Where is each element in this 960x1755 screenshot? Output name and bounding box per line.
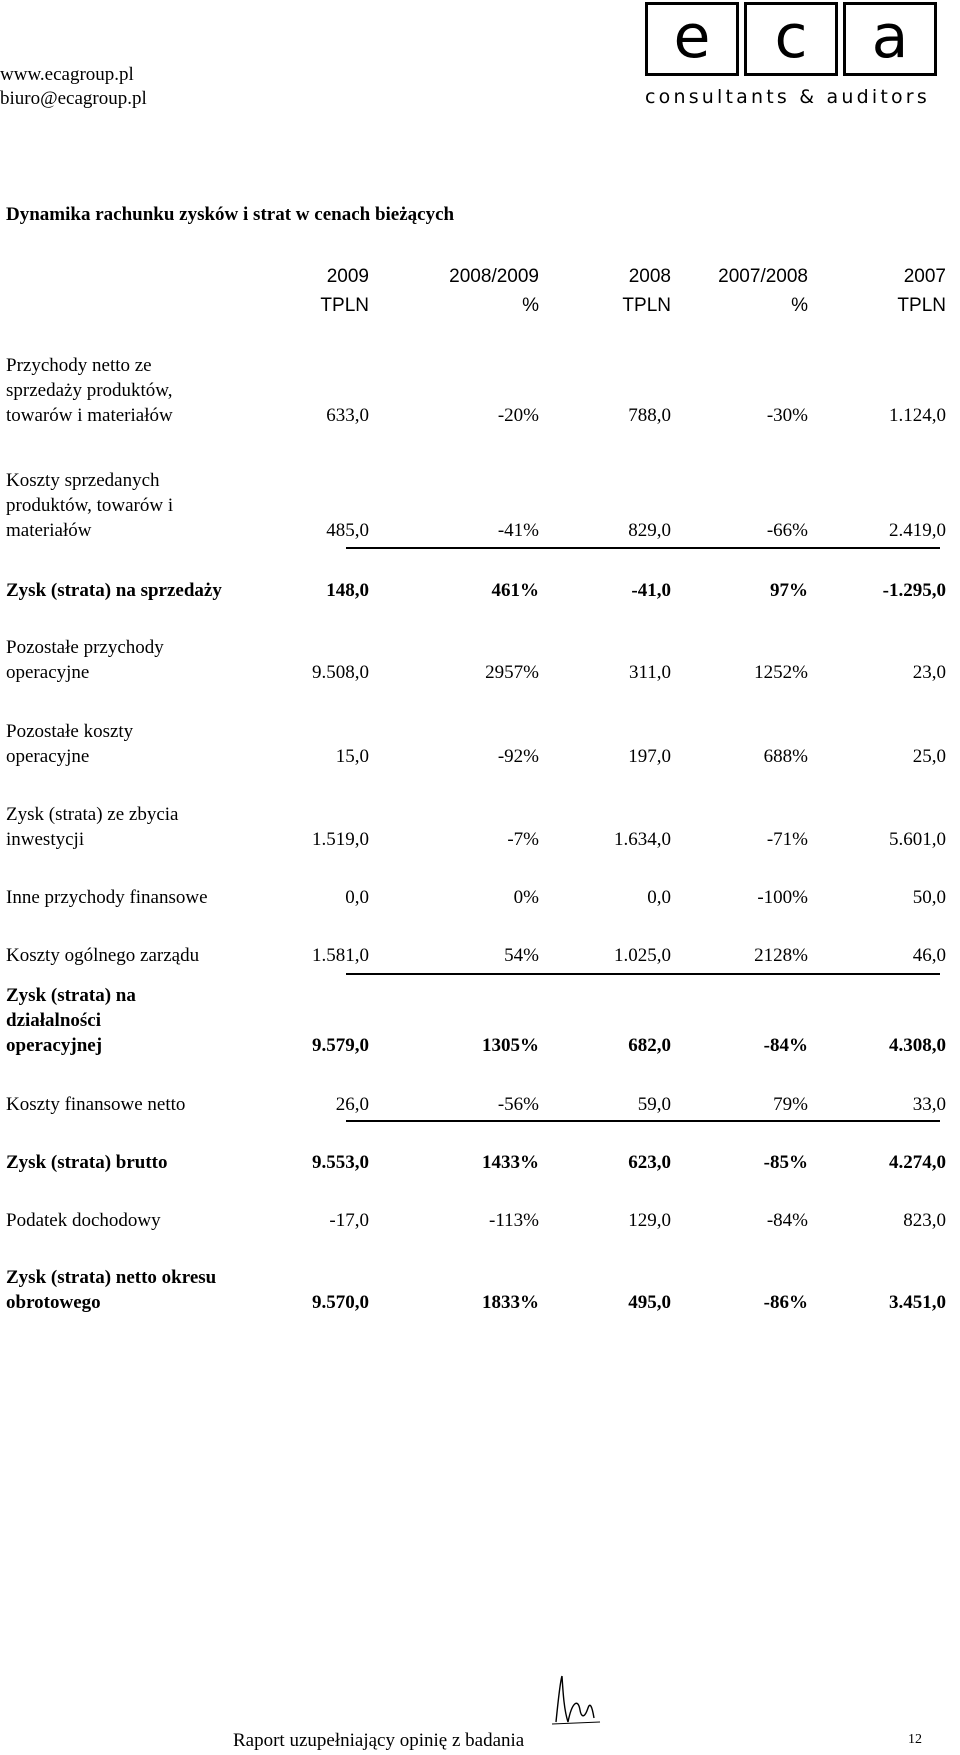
column-unit: TPLN: [320, 295, 369, 316]
logo-letter-a: a: [843, 2, 937, 76]
row-value: 495,0: [628, 1292, 671, 1313]
table-row: [6, 1153, 946, 1233]
logo-letter-e: e: [645, 2, 739, 76]
column-unit: TPLN: [622, 295, 671, 316]
row-value: -85%: [763, 1152, 808, 1173]
row-value: 0%: [513, 887, 539, 908]
row-value: 2957%: [485, 662, 539, 683]
row-label: Koszty ogólnego zarządu: [6, 945, 200, 966]
row-value: 26,0: [335, 1094, 369, 1115]
row-value: 633,0: [326, 405, 369, 426]
row-value: -56%: [497, 1094, 539, 1115]
row-value: 33,0: [912, 1094, 946, 1115]
column-year: 2007/2008: [718, 266, 808, 287]
row-label: Zysk (strata) brutto: [6, 1152, 168, 1173]
row-value: 1252%: [754, 662, 808, 683]
row-value: 461%: [491, 580, 539, 601]
table-row: [6, 348, 946, 428]
row-value: -1.295,0: [882, 580, 946, 601]
row-value: 1.634,0: [614, 829, 671, 850]
row-value: 50,0: [912, 887, 946, 908]
row-label: Przychody netto ze sprzedaży produktów, towarów i materiałów: [6, 355, 173, 426]
row-value: 9.508,0: [312, 662, 369, 683]
row-value: -20%: [497, 405, 539, 426]
row-value: 2.419,0: [889, 520, 946, 541]
eca-logo: [645, 0, 945, 112]
column-header: [511, 262, 671, 320]
email-link[interactable]: biuro@ecagroup.pl: [0, 88, 147, 109]
row-value: 1.519,0: [312, 829, 369, 850]
row-label: Inne przychody finansowe: [6, 887, 208, 908]
column-unit: %: [791, 295, 808, 316]
column-year: 2007: [903, 266, 946, 287]
row-label: Zysk (strata) na działalności operacyjnej: [6, 985, 136, 1056]
report-title: Raport uzupełniający opinię z badania: [233, 1730, 525, 1751]
row-value: 1433%: [482, 1152, 539, 1173]
row-label: Pozostałe koszty operacyjne: [6, 721, 134, 767]
column-unit: %: [522, 295, 539, 316]
logo-letter-c: c: [744, 2, 838, 76]
page-number: 12: [908, 1732, 922, 1747]
row-value: 2128%: [754, 945, 808, 966]
row-label: Zysk (strata) na sprzedaży: [6, 580, 222, 601]
row-value: -41,0: [631, 580, 671, 601]
row-value: 1.581,0: [312, 945, 369, 966]
row-value: 1305%: [482, 1035, 539, 1056]
column-header: [209, 262, 369, 320]
row-value: 129,0: [628, 1210, 671, 1231]
row-value: -17,0: [329, 1210, 369, 1231]
row-value: 54%: [504, 945, 539, 966]
row-value: 311,0: [628, 662, 671, 683]
row-value: 623,0: [628, 1152, 671, 1173]
row-label: Pozostałe przychody operacyjne: [6, 637, 164, 683]
row-label: Koszty sprzedanych produktów, towarów i materiałów: [6, 470, 174, 541]
row-value: 1.124,0: [889, 405, 946, 426]
row-value: 4.274,0: [889, 1152, 946, 1173]
header-contact: [0, 63, 147, 111]
row-label: Zysk (strata) netto okresu obrotowego: [6, 1267, 217, 1313]
row-value: -92%: [497, 746, 539, 767]
row-value: -84%: [763, 1035, 808, 1056]
column-header: [648, 262, 808, 320]
row-value: 4.308,0: [889, 1035, 946, 1056]
row-value: -41%: [497, 520, 539, 541]
page-title: Dynamika rachunku zysków i strat w cenach bieżących: [6, 204, 455, 225]
column-year: 2008: [628, 266, 671, 287]
table-row: [6, 888, 946, 968]
column-year: 2009: [326, 266, 369, 287]
row-value: -100%: [757, 887, 808, 908]
row-value: 9.579,0: [312, 1035, 369, 1056]
table-row: [6, 689, 946, 769]
row-value: -30%: [766, 405, 808, 426]
row-value: 197,0: [628, 746, 671, 767]
row-value: -7%: [507, 829, 539, 850]
row-value: 79%: [773, 1094, 808, 1115]
row-label: Podatek dochodowy: [6, 1210, 161, 1231]
row-value: -86%: [763, 1292, 808, 1313]
logo-tagline: consultants & auditors: [645, 86, 930, 108]
row-value: 0,0: [345, 887, 369, 908]
row-value: 46,0: [912, 945, 946, 966]
table-row: [6, 605, 946, 685]
table-row: [6, 523, 946, 603]
website-link[interactable]: www.ecagroup.pl: [0, 64, 134, 85]
row-value: 788,0: [628, 405, 671, 426]
table-row: [6, 1235, 946, 1315]
row-value: 148,0: [326, 580, 369, 601]
row-value: 688%: [763, 746, 808, 767]
row-value: 97%: [770, 580, 808, 601]
column-unit: TPLN: [897, 295, 946, 316]
row-value: 829,0: [628, 520, 671, 541]
signature-icon: [548, 1672, 604, 1728]
column-year: 2008/2009: [449, 266, 539, 287]
row-value: 9.553,0: [312, 1152, 369, 1173]
page-footer: [0, 1724, 960, 1754]
row-value: 25,0: [912, 746, 946, 767]
row-value: 682,0: [628, 1035, 671, 1056]
row-value: 3.451,0: [889, 1292, 946, 1313]
row-value: 5.601,0: [889, 829, 946, 850]
row-value: 59,0: [637, 1094, 671, 1115]
row-value: 1833%: [482, 1292, 539, 1313]
row-value: 823,0: [903, 1210, 946, 1231]
row-value: 9.570,0: [312, 1292, 369, 1313]
row-value: -71%: [766, 829, 808, 850]
column-header: [786, 262, 946, 320]
row-value: 1.025,0: [614, 945, 671, 966]
divider-line: [346, 973, 940, 975]
row-value: 0,0: [647, 887, 671, 908]
row-value: 485,0: [326, 520, 369, 541]
row-value: -84%: [766, 1210, 808, 1231]
row-label: Koszty finansowe netto: [6, 1094, 186, 1115]
row-value: 23,0: [912, 662, 946, 683]
row-value: -113%: [489, 1210, 539, 1231]
row-value: 15,0: [335, 746, 369, 767]
row-label: Zysk (strata) ze zbycia inwestycji: [6, 804, 179, 850]
row-value: -66%: [766, 520, 808, 541]
